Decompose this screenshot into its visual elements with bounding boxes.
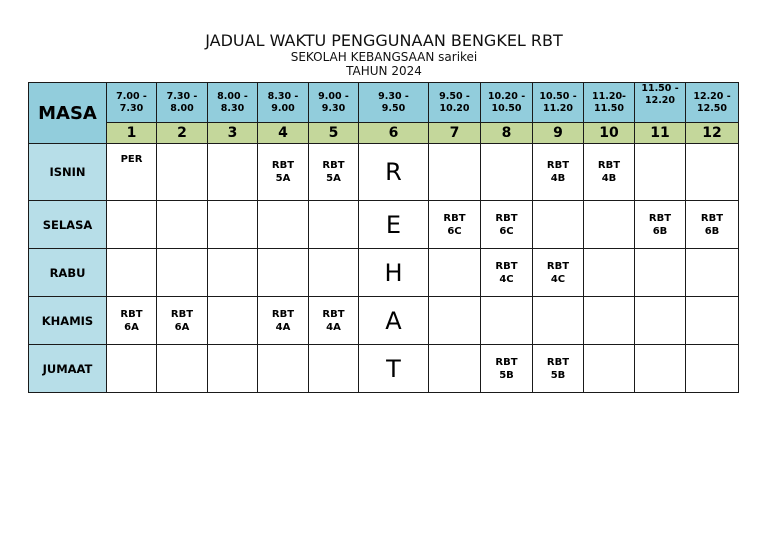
day-row-rabu <box>29 249 739 297</box>
period-number-3: 3 <box>208 123 258 144</box>
day-label: RABU <box>29 249 107 297</box>
empty-slot <box>686 345 739 393</box>
time-slot-10 <box>584 83 635 123</box>
period-number-1: 1 <box>107 123 157 144</box>
slot-text: RBT <box>546 356 570 368</box>
time-slot-1 <box>107 83 157 123</box>
class-slot <box>584 144 635 201</box>
slot-text: 5B <box>550 369 566 381</box>
slot-text: PER <box>120 154 143 165</box>
rehat-letter: R <box>359 144 429 201</box>
class-slot <box>309 297 359 345</box>
time-line: 9.50 <box>381 102 406 114</box>
time-line: 11.50 <box>593 102 625 114</box>
time-slot-7 <box>429 83 481 123</box>
empty-slot <box>686 297 739 345</box>
time-line: 9.00 <box>271 102 295 114</box>
day-label: KHAMIS <box>29 297 107 345</box>
period-number-8: 8 <box>481 123 533 144</box>
empty-slot <box>429 297 481 345</box>
time-line: 10.50 <box>491 102 522 114</box>
period-number-11: 11 <box>635 123 686 144</box>
class-slot <box>481 249 533 297</box>
class-slot <box>258 144 309 201</box>
empty-slot <box>533 297 584 345</box>
time-line: 12.20 - <box>693 90 731 102</box>
empty-slot <box>208 201 258 249</box>
empty-slot <box>584 201 635 249</box>
time-line: 10.20 - <box>487 90 526 102</box>
slot-text: 5B <box>499 369 514 381</box>
time-slot-12 <box>686 83 739 123</box>
empty-slot <box>481 144 533 201</box>
day-row-jumaat <box>29 345 739 393</box>
time-line: 9.00 - <box>318 90 349 102</box>
empty-slot <box>157 345 208 393</box>
time-line: 12.20 <box>644 95 676 106</box>
slot-text: 4C <box>499 273 514 285</box>
empty-slot <box>157 144 208 201</box>
empty-slot <box>208 144 258 201</box>
period-number-9: 9 <box>533 123 584 144</box>
title-block <box>0 32 768 78</box>
class-slot <box>429 201 481 249</box>
slot-text: RBT <box>271 160 295 171</box>
period-number-12: 12 <box>686 123 739 144</box>
time-slot-2 <box>157 83 208 123</box>
empty-slot <box>429 345 481 393</box>
time-slot-9 <box>533 83 584 123</box>
class-slot <box>533 249 584 297</box>
time-slot-3 <box>208 83 258 123</box>
empty-slot <box>208 249 258 297</box>
class-slot <box>533 144 584 201</box>
year-label: TAHUN 2024 <box>346 64 422 78</box>
time-line: 8.30 <box>220 102 245 114</box>
time-line: 7.00 - <box>116 90 147 102</box>
time-slot-6 <box>359 83 429 123</box>
slot-text: 4B <box>550 173 566 184</box>
period-number-10: 10 <box>584 123 635 144</box>
empty-slot <box>635 144 686 201</box>
empty-slot <box>258 249 309 297</box>
slot-text: RBT <box>120 308 143 320</box>
day-label: ISNIN <box>29 144 107 201</box>
time-line: 10.50 - <box>539 90 577 102</box>
empty-slot <box>635 249 686 297</box>
time-line: 8.00 - <box>217 90 248 102</box>
empty-slot <box>635 345 686 393</box>
slot-text: 4A <box>326 321 341 333</box>
empty-slot <box>686 249 739 297</box>
class-slot <box>157 297 208 345</box>
time-line: 11.20- <box>592 90 626 102</box>
period-number-5: 5 <box>309 123 359 144</box>
empty-slot <box>584 345 635 393</box>
slot-text: RBT <box>271 308 295 320</box>
empty-slot <box>157 249 208 297</box>
day-label: JUMAAT <box>29 345 107 393</box>
empty-slot <box>635 297 686 345</box>
time-slot-8 <box>481 83 533 123</box>
time-line: 9.30 <box>321 102 346 114</box>
time-slot-5 <box>309 83 359 123</box>
slot-text: 5A <box>326 173 341 184</box>
slot-text: RBT <box>648 212 672 224</box>
slot-text: RBT <box>597 160 621 171</box>
class-slot <box>635 201 686 249</box>
slot-text: 4C <box>550 273 566 285</box>
slot-text: RBT <box>495 212 518 224</box>
empty-slot <box>584 297 635 345</box>
time-line: 12.50 <box>696 102 728 114</box>
empty-slot <box>584 249 635 297</box>
slot-text: 6B <box>704 225 720 237</box>
class-slot <box>481 201 533 249</box>
class-slot <box>533 345 584 393</box>
slot-text: RBT <box>495 260 518 272</box>
empty-slot <box>107 201 157 249</box>
period-number-row <box>29 123 739 144</box>
empty-slot <box>309 345 359 393</box>
empty-slot <box>208 297 258 345</box>
rehat-letter: H <box>359 249 429 297</box>
time-line: 9.50 - <box>439 90 470 102</box>
period-number-2: 2 <box>157 123 208 144</box>
empty-slot <box>258 345 309 393</box>
empty-slot <box>208 345 258 393</box>
slot-text: 6C <box>499 225 514 237</box>
time-line: 11.50 - <box>641 83 679 94</box>
class-slot <box>309 144 359 201</box>
page-title: JADUAL WAKTU PENGGUNAAN BENGKEL RBT <box>205 31 563 50</box>
rehat-letter: A <box>359 297 429 345</box>
class-slot <box>107 144 157 201</box>
period-number-7: 7 <box>429 123 481 144</box>
class-slot <box>107 297 157 345</box>
rehat-letter: E <box>359 201 429 249</box>
period-number-4: 4 <box>258 123 309 144</box>
slot-text: RBT <box>546 160 570 171</box>
empty-slot <box>429 144 481 201</box>
period-number-6: 6 <box>359 123 429 144</box>
time-line: 11.20 <box>542 102 574 114</box>
class-slot <box>258 297 309 345</box>
time-line: 8.30 - <box>267 90 299 102</box>
empty-slot <box>309 249 359 297</box>
slot-text: RBT <box>170 308 194 320</box>
slot-text: 6C <box>447 225 462 237</box>
empty-slot <box>258 201 309 249</box>
slot-text: 6A <box>174 321 190 333</box>
class-slot <box>481 345 533 393</box>
day-row-selasa <box>29 201 739 249</box>
masa-corner: MASA <box>29 83 107 144</box>
empty-slot <box>481 297 533 345</box>
slot-text: RBT <box>322 308 345 320</box>
day-label: SELASA <box>29 201 107 249</box>
slot-text: 6B <box>652 225 668 237</box>
empty-slot <box>309 201 359 249</box>
time-header-row <box>29 83 739 123</box>
day-row-khamis <box>29 297 739 345</box>
empty-slot <box>157 201 208 249</box>
empty-slot <box>686 144 739 201</box>
school-name: SEKOLAH KEBANGSAAN sarikei <box>290 50 478 64</box>
slot-text: RBT <box>700 212 724 224</box>
time-line: 7.30 <box>119 102 144 114</box>
empty-slot <box>533 201 584 249</box>
time-slot-4 <box>258 83 309 123</box>
rehat-letter: T <box>359 345 429 393</box>
slot-text: RBT <box>495 356 518 368</box>
timetable <box>28 82 739 393</box>
slot-text: RBT <box>546 260 570 272</box>
time-line: 8.00 <box>170 102 194 114</box>
slot-text: RBT <box>443 212 466 224</box>
slot-text: RBT <box>322 160 345 171</box>
day-row-isnin <box>29 144 739 201</box>
class-slot <box>686 201 739 249</box>
time-line: 7.30 - <box>166 90 198 102</box>
slot-text: 6A <box>124 321 139 333</box>
empty-slot <box>107 249 157 297</box>
slot-text: 5A <box>275 173 291 184</box>
empty-slot <box>107 345 157 393</box>
time-line: 9.30 - <box>378 90 409 102</box>
time-line: 10.20 <box>439 102 470 114</box>
time-slot-11 <box>635 83 686 123</box>
empty-slot <box>429 249 481 297</box>
slot-text: 4B <box>601 173 617 184</box>
slot-text: 4A <box>275 321 291 333</box>
